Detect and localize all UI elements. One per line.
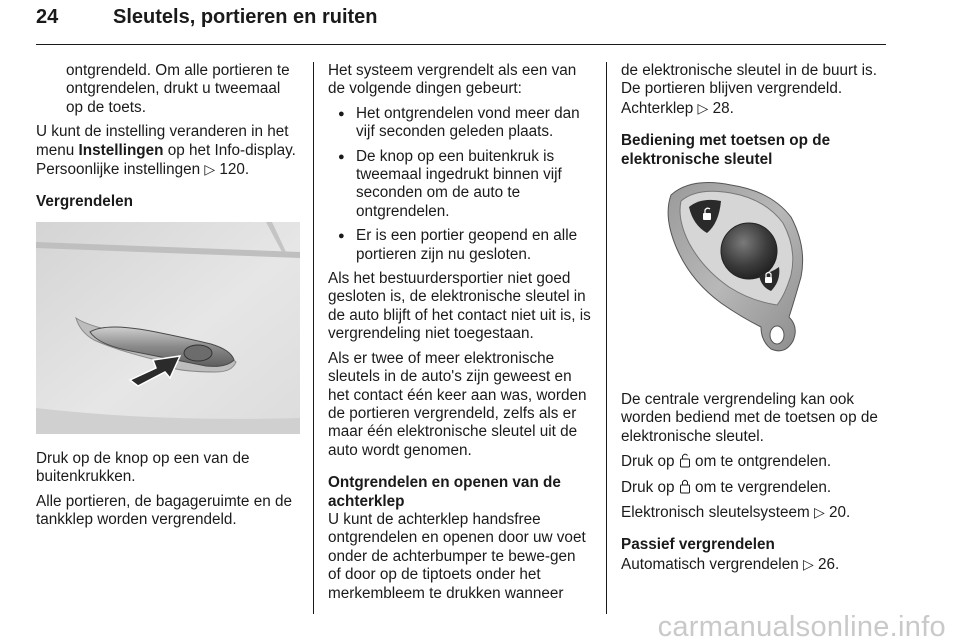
column-3 <box>621 62 889 580</box>
heading-unlock-tailgate: Ontgrendelen en openen van de achterklep <box>328 474 561 510</box>
paragraph-not-allowed: Als het bestuurdersportier niet goed gesloten is, de elektronische sleutel in de auto blijft of het contact niet uit is, is vergrendeling niet toegestaan. <box>328 270 591 343</box>
watermark: carmanualsonline.info <box>657 610 946 643</box>
page-ref-arrow-icon: ▷ <box>802 555 814 572</box>
unlock-icon <box>679 452 691 468</box>
heading-lock: Vergrendelen <box>36 193 133 211</box>
paragraph-multiple-keys: Als er twee of meer elektronische sleutels in de auto's zijn geweest en het contact één keer aan was, worden de portieren vergrendeld, zelfs als er maar één elektronische sleutel uit de auto wordt genomen. <box>328 349 587 459</box>
paragraph-system-locks: Het systeem vergrendelt als een van de volgende dingen gebeurt: <box>328 62 577 98</box>
heading-passive-lock: Passief vergrendelen <box>621 536 775 554</box>
lock-conditions-list <box>328 105 592 264</box>
list-item: ● Er is een portier geopend en alle portieren zijn nu gesloten. <box>328 227 592 264</box>
page-number: 24 <box>36 6 59 28</box>
paragraph-settings: U kunt de instelling veranderen in het menu Instellingen op het Info-display. Persoonlijke instellingen ▷ 120. <box>36 123 296 179</box>
page-ref-arrow-icon: ▷ <box>204 161 216 178</box>
lock-icon <box>679 478 691 494</box>
paragraph-central-lock: De centrale vergrendeling kan ook worden bediend met de toetsen op de elektronische sleutel. <box>621 391 878 445</box>
column-2 <box>328 62 592 609</box>
electronic-key-illustration <box>621 177 883 377</box>
paragraph-press-lock: Druk op om te vergrendelen. <box>621 478 832 496</box>
paragraph-press-button: Druk op de knop op een van de buitenkrukken. <box>36 449 250 486</box>
paragraph-unlock-continued: ontgrendeld. Om alle portieren te ontgrendelen, drukt u tweemaal op de toets. <box>66 62 290 116</box>
paragraph-handsfree: U kunt de achterklep handsfree ontgrendelen en openen door uw voet onder de achterbumper te bewe-gen of door op de tiptoets onder het merkembleem te drukken wanneer <box>328 510 586 602</box>
paragraph-press-unlock: Druk op om te ontgrendelen. <box>621 453 832 471</box>
door-handle-illustration <box>36 222 300 434</box>
page-ref-arrow-icon: ▷ <box>814 504 825 521</box>
paragraph-auto-lock-ref: Automatisch vergrendelen ▷ 26. <box>621 555 840 573</box>
column-divider-2 <box>606 62 607 614</box>
column-1 <box>36 62 300 535</box>
list-item: ● Het ontgrendelen vond meer dan vijf seconden geleden plaats. <box>328 105 592 142</box>
page-ref-arrow-icon: ▷ <box>697 99 709 116</box>
paragraph-tailgate-ref: Achterklep ▷ 28. <box>621 99 734 117</box>
page-title: Sleutels, portieren en ruiten <box>113 6 378 28</box>
paragraph-doors-remain-locked: de elektronische sleutel in de buurt is. De portieren blijven vergrendeld. <box>621 62 877 98</box>
column-divider-1 <box>313 62 314 614</box>
paragraph-key-system-ref: Elektronisch sleutelsysteem ▷ 20. <box>621 504 851 522</box>
paragraph-all-locked: Alle portieren, de bagageruimte en de tankklep worden vergrendeld. <box>36 492 292 529</box>
list-item: ● De knop op een buitenkruk is tweemaal ingedrukt binnen vijf seconden om de auto te ontgrendelen. <box>328 148 592 222</box>
page-header <box>36 4 886 45</box>
heading-key-buttons: Bediening met toetsen op de elektronische sleutel <box>621 132 831 168</box>
menu-settings-label: Instellingen <box>78 141 164 159</box>
